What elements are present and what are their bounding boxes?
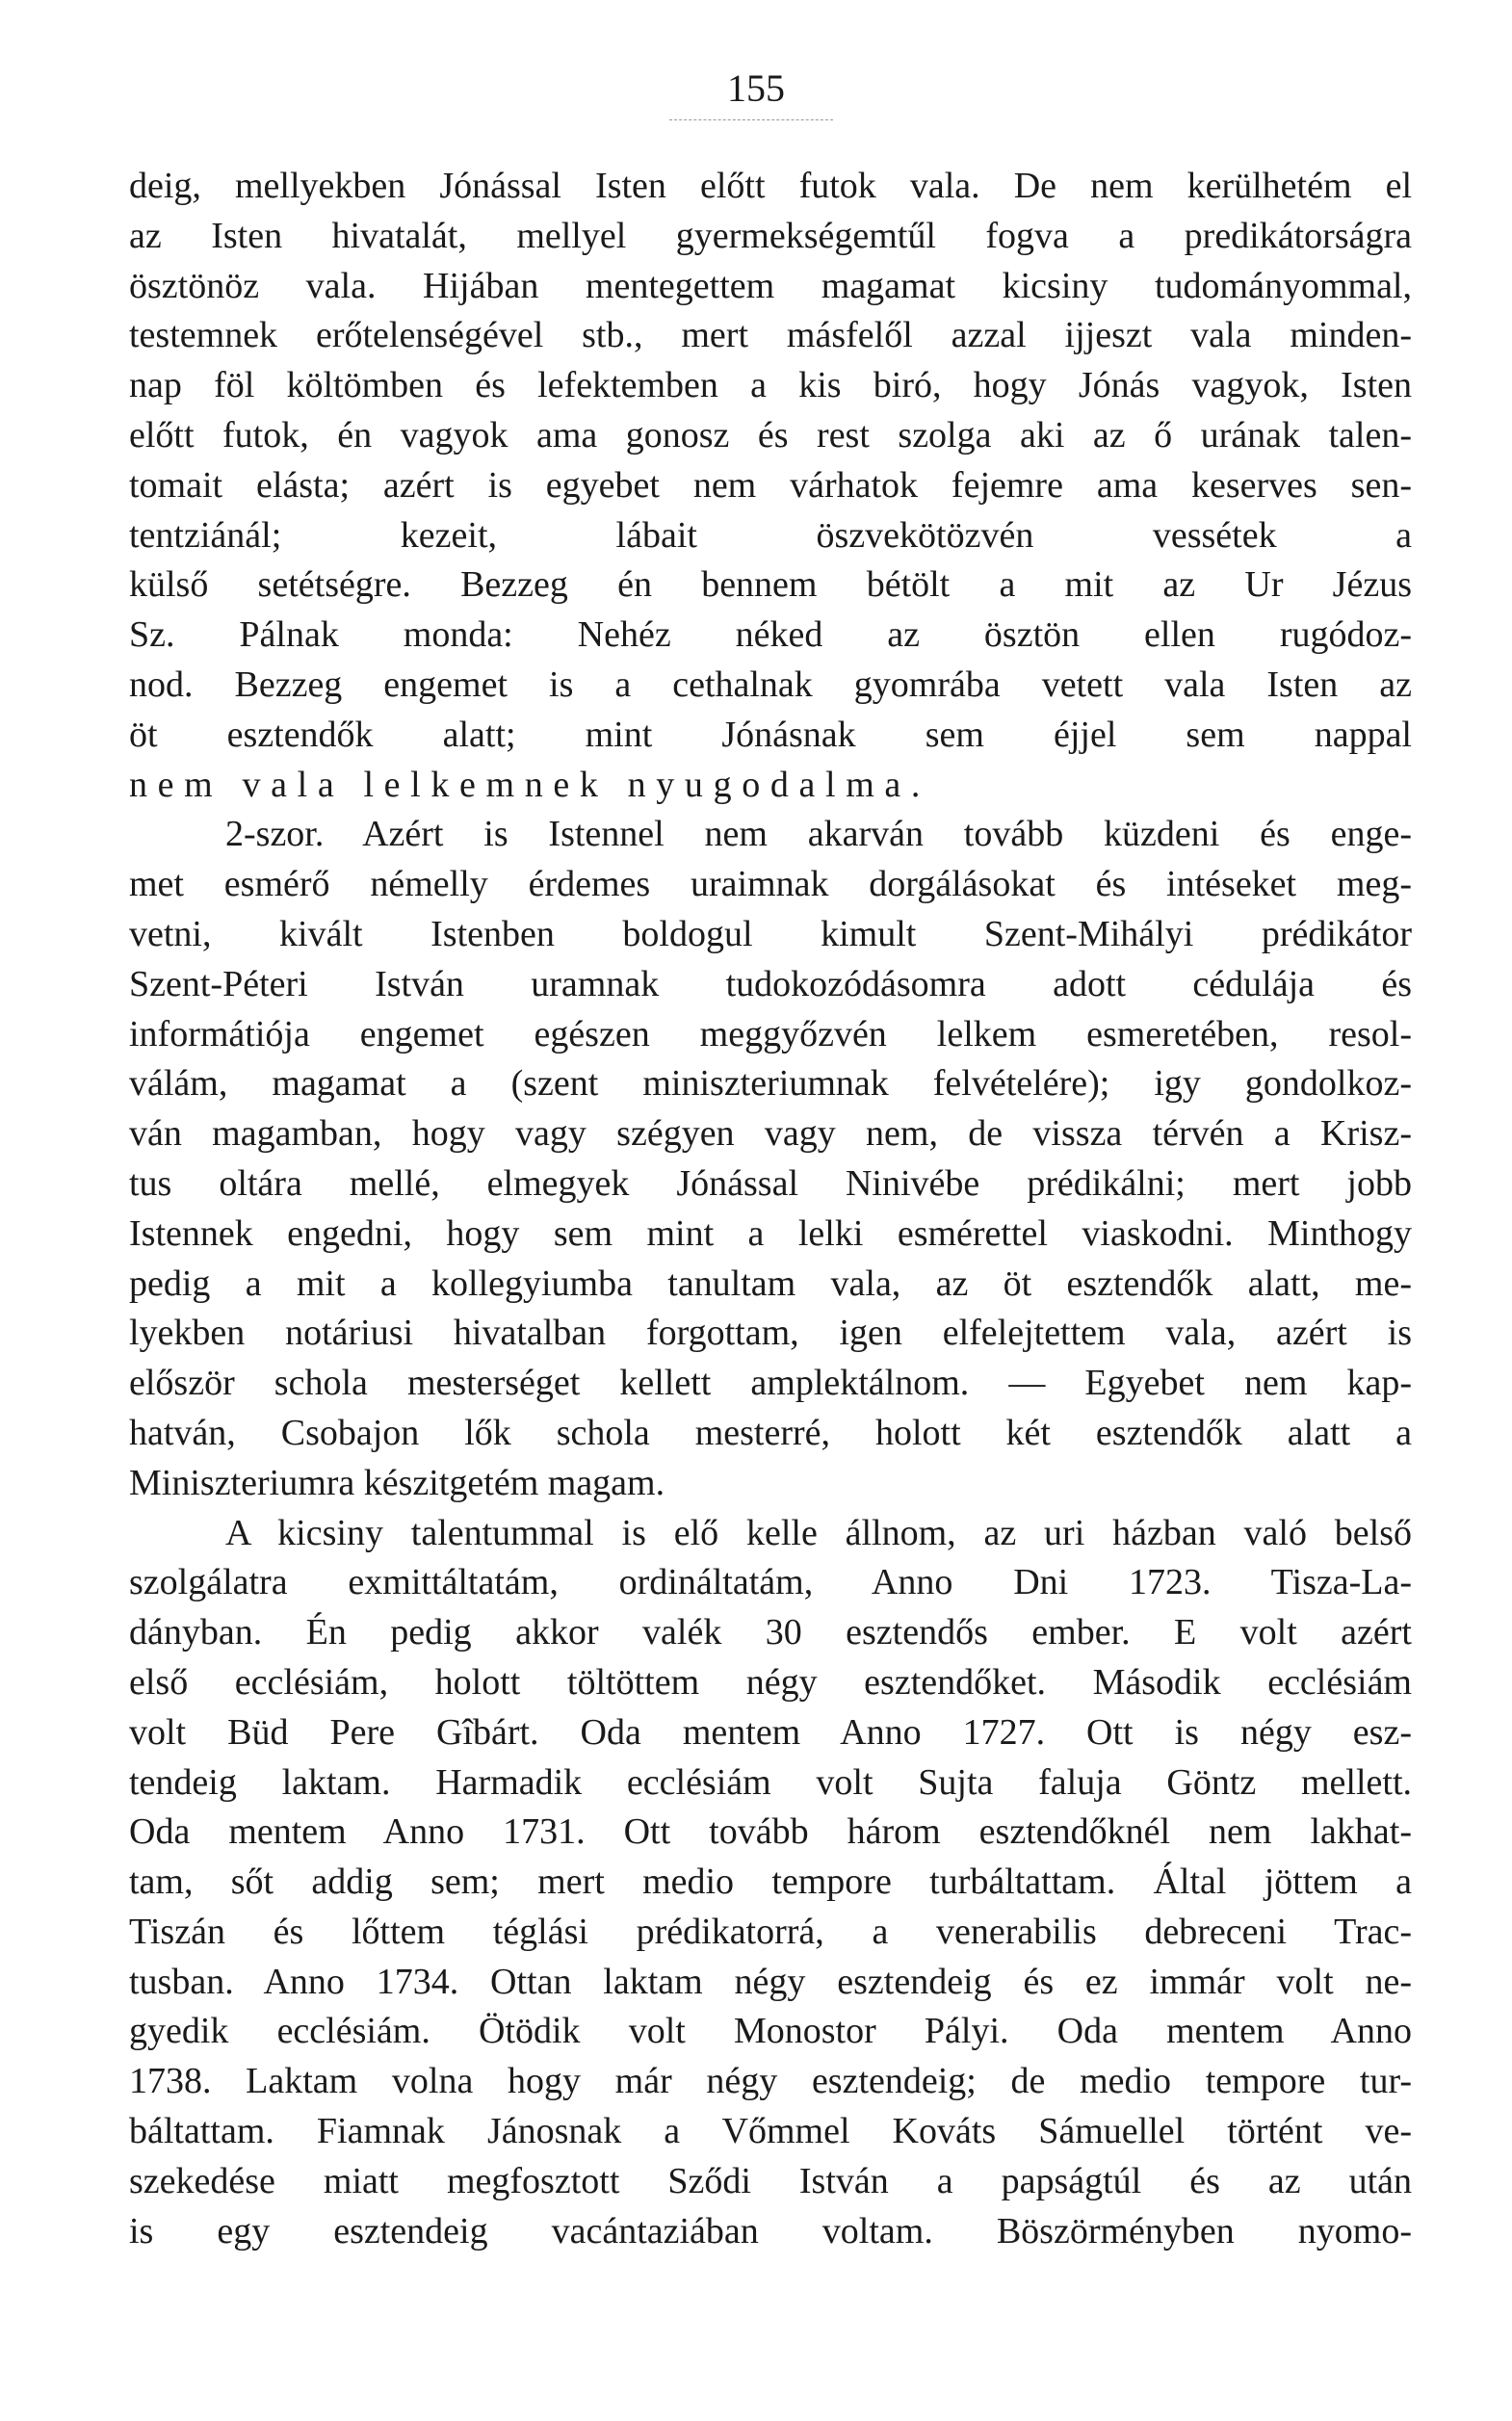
text-line-19: válám, magamat a (szent miniszteriumnak felvételére); igy gondolkoz- (129, 1063, 1412, 1105)
text-line-31: első ecclésiám, holott töltöttem négy esztendőket. Második ecclésiám (129, 1661, 1412, 1703)
text-line-34: Oda mentem Anno 1731. Ott tovább három esztendőknél nem lakhat- (129, 1811, 1412, 1853)
text-line-36: Tiszán és lőttem téglási prédikatorrá, a venerabilis debreceni Trac- (129, 1911, 1412, 1952)
text-line-17: Szent-Péteri István uramnak tudokozódásomra adott cédulája és (129, 963, 1412, 1004)
text-line-4: testemnek erőtelenségével stb., mert másfelől azzal ijjeszt vala minden- (129, 315, 1412, 356)
text-line-41: szekedése miatt megfosztott Sződi István a papságtúl és az után (129, 2160, 1412, 2201)
text-line-18: informátiója engemet egészen meggyőzvén lelkem esmeretében, resol- (129, 1013, 1412, 1054)
text-line-10: Sz. Pálnak monda: Nehéz néked az ösztön ellen rugódoz- (129, 614, 1412, 656)
text-line-7: tomait elásta; azért is egyebet nem várhatok fejemre ama keserves sen- (129, 464, 1412, 506)
text-line-15: met esmérő némelly érdemes uraimnak dorgálásokat és intéseket meg- (129, 864, 1412, 905)
text-line-3: ösztönöz vala. Hijában mentegettem magamat kicsiny tudományommal, (129, 265, 1412, 306)
text-line-39: 1738. Laktam volna hogy már négy esztendeig; de medio tempore tur- (129, 2061, 1412, 2102)
text-line-21: tus oltára mellé, elmegyek Jónással Ninivébe prédikálni; mert jobb (129, 1162, 1412, 1204)
text-line-13: nem vala lelkemnek nyugodalma. (129, 764, 931, 805)
text-line-1: deig, mellyekben Jónással Isten előtt futok vala. De nem kerülhetém el (129, 166, 1412, 206)
text-line-35: tam, sőt addig sem; mert medio tempore turbáltattam. Által jöttem a (129, 1861, 1412, 1903)
text-line-16: vetni, kivált Istenben boldogul kimult Szent-Mihályi prédikátor (129, 913, 1412, 954)
text-line-5: nap föl költömben és lefektemben a kis biró, hogy Jónás vagyok, Isten (129, 365, 1412, 406)
text-line-8: tentziánál; kezeit, lábait öszvekötözvén vessétek a (129, 514, 1412, 556)
text-line-28: A kicsiny talentummal is elő kelle állnom, az uri házban való belső (225, 1512, 1412, 1553)
text-line-38: gyedik ecclésiám. Ötödik volt Monostor Pályi. Oda mentem Anno (129, 2011, 1412, 2052)
text-line-9: külső setétségre. Bezzeg én bennem bétölt a mit az Ur Jézus (129, 564, 1412, 606)
text-line-29: szolgálatra exmittáltatám, ordináltatám, Anno Dni 1723. Tisza-La- (129, 1562, 1412, 1603)
text-line-24: lyekben notáriusi hivatalban forgottam, igen elfelejtettem vala, azért is (129, 1313, 1412, 1354)
text-line-32: volt Büd Pere Gîbárt. Oda mentem Anno 1727. Ott is négy esz- (129, 1711, 1412, 1753)
text-line-30: dányban. Én pedig akkor valék 30 esztendős ember. E volt azért (129, 1612, 1412, 1653)
text-line-33: tendeig laktam. Harmadik ecclésiám volt Sujta faluja Göntz mellett. (129, 1761, 1412, 1803)
text-line-2: az Isten hivatalát, mellyel gyermekségemtűl fogva a predikátorságra (129, 215, 1412, 256)
text-line-25: először schola mesterséget kellett amplektálnom. — Egyebet nem kap- (129, 1363, 1412, 1404)
body-text (129, 162, 1412, 2256)
text-line-6: előtt futok, én vagyok ama gonosz és rest szolga aki az ő urának talen- (129, 414, 1412, 456)
text-line-23: pedig a mit a kollegyiumba tanultam vala, az öt esztendők alatt, me- (129, 1263, 1412, 1304)
text-line-11: nod. Bezzeg engemet is a cethalnak gyomrába vetett vala Isten az (129, 664, 1412, 705)
page-number: 155 (727, 66, 785, 110)
text-line-12: öt esztendők alatt; mint Jónásnak sem éjjel sem nappal (129, 714, 1412, 755)
text-line-14: 2-szor. Azért is Istennel nem akarván tovább küzdeni és enge- (225, 814, 1412, 855)
text-line-37: tusban. Anno 1734. Ottan laktam négy esztendeig és ez immár volt ne- (129, 1961, 1412, 2002)
text-line-42: is egy esztendeig vacántaziában voltam. Böszörményben nyomo- (129, 2210, 1412, 2252)
text-line-27: Miniszteriumra készitgetém magam. (129, 1462, 665, 1503)
text-line-26: hatván, Csobajon lők schola mesterré, holott két esztendők alatt a (129, 1412, 1412, 1453)
text-line-20: ván magamban, hogy vagy szégyen vagy nem, de vissza térvén a Krisz- (129, 1113, 1412, 1155)
text-line-40: báltattam. Fiamnak Jánosnak a Vőmmel Kováts Sámuellel történt ve- (129, 2111, 1412, 2152)
page-number-rule (669, 119, 833, 120)
text-line-22: Istennek engedni, hogy sem mint a lelki esmérettel viaskodni. Minthogy (129, 1212, 1412, 1254)
